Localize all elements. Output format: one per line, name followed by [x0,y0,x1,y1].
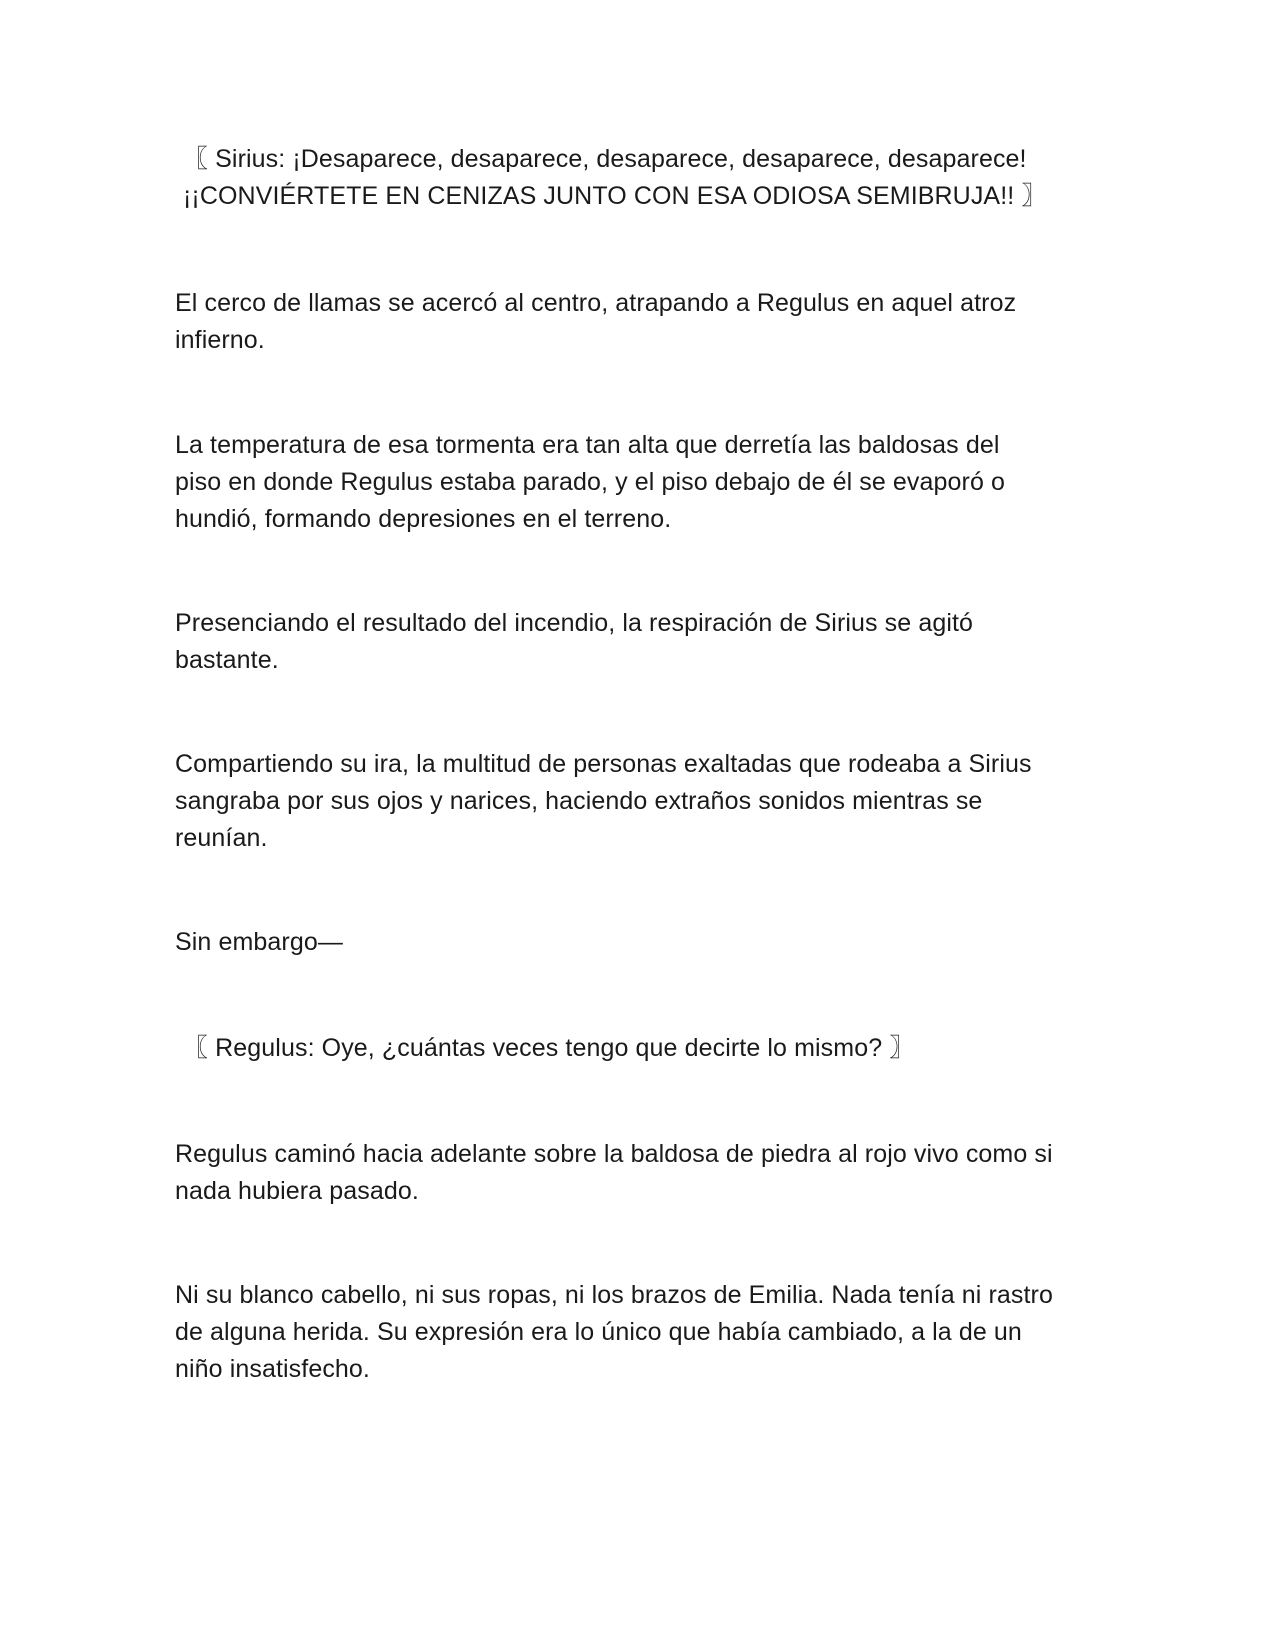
paragraph [175,746,1105,857]
text-line: Regulus caminó hacia adelante sobre la baldosa de piedra al rojo vivo como si [175,1140,1053,1168]
paragraph [175,1277,1105,1388]
text-line: Compartiendo su ira, la multitud de personas exaltadas que rodeaba a Sirius [175,750,1032,778]
text-line: La temperatura de esa tormenta era tan alta que derretía las baldosas del [175,431,1000,459]
paragraph [175,1136,1105,1210]
paragraph [175,285,1105,359]
text-line: sangraba por sus ojos y narices, haciendo extraños sonidos mientras se [175,787,983,815]
text-line: ¡¡CONVIÉRTETE EN CENIZAS JUNTO CON ESA ODIOSA SEMIBRUJA!! 〗 [183,182,1047,210]
text-line: bastante. [175,646,279,674]
text-line: Ni su blanco cabello, ni sus ropas, ni los brazos de Emilia. Nada tenía ni rastro [175,1281,1053,1309]
paragraph [175,605,1105,679]
text-line: 〖 Regulus: Oye, ¿cuántas veces tengo que decirte lo mismo? 〗 [183,1034,915,1062]
text-line: hundió, formando depresiones en el terreno. [175,505,672,533]
text-line: de alguna herida. Su expresión era lo único que había cambiado, a la de un [175,1318,1022,1346]
text-line: Sin embargo— [175,928,343,956]
dialogue-regulus [183,1030,1113,1067]
text-line: niño insatisfecho. [175,1355,370,1383]
paragraph [175,427,1105,538]
text-line: Presenciando el resultado del incendio, la respiración de Sirius se agitó [175,609,974,637]
paragraph [175,924,1105,961]
text-line: infierno. [175,326,265,354]
text-line: 〖 Sirius: ¡Desaparece, desaparece, desaparece, desaparece, desaparece! [183,145,1027,173]
dialogue-sirius [183,141,1113,215]
text-line: nada hubiera pasado. [175,1177,419,1205]
text-line: reunían. [175,824,268,852]
text-line: piso en donde Regulus estaba parado, y el piso debajo de él se evaporó o [175,468,1006,496]
text-line: El cerco de llamas se acercó al centro, atrapando a Regulus en aquel atroz [175,289,1017,317]
